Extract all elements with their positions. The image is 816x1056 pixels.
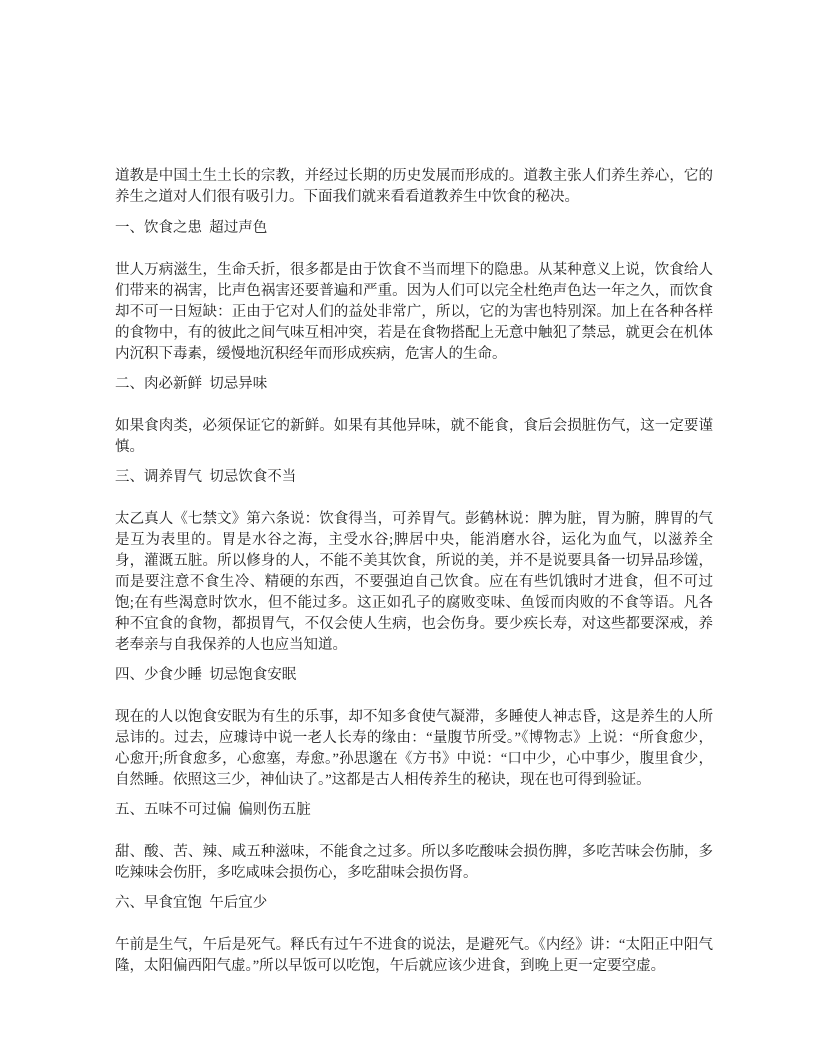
section-4-heading: 四、少食少睡 切忌饱食安眠 [115,667,297,683]
section-3 [115,467,713,656]
section-3-heading: 三、调养胃气 切忌饮食不当 [115,469,297,485]
section-2-body: 如果食肉类，必须保证它的新鲜。如果有其他异味，就不能食，食后会损脏伤气，这一定要谨慎。 [115,418,713,455]
section-6-body: 午前是生气，午后是死气。释氏有过午不进食的说法，是避死气。《内经》讲：“太阳正中阳气隆，太阳偏西阳气虚。”所以早饭可以吃饱，午后就应该少进食，到晚上更一定要空虚。 [115,937,713,974]
section-5-body: 甜、酸、苦、辣、咸五种滋味，不能食之过多。所以多吃酸味会损伤脾，多吃苦味会伤肺，多吃辣味会伤肝，多吃咸味会损伤心，多吃甜味会损伤肾。 [115,844,713,881]
section-1-heading: 一、饮食之患 超过声色 [115,220,268,236]
section-4 [115,665,713,791]
section-6 [115,893,713,977]
intro-paragraph: 道教是中国土生土长的宗教，并经过长期的历史发展而形成的。道教主张人们养生养心，它的养生之道对人们很有吸引力。下面我们就来看看道教养生中饮食的秘决。 [115,168,713,205]
section-5 [115,800,713,884]
section-3-body: 太乙真人《七禁文》第六条说：饮食得当，可养胃气。彭鹤林说：脾为脏，胃为腑，脾胃的气是互为表里的。胃是水谷之海，主受水谷;脾居中央，能消磨水谷，运化为血气，以滋养全身，灌溉五脏。所以修身的人，不能不美其饮食，所说的美，并不是说要具备一切异品珍馐，而是要注意不食生冷、精硬的东西，不要强迫自己饮食。应在有些饥饿时才进食，但不可过饱;在有些渴意时饮水，但不能过多。这正如孔子的腐败变味、鱼馁而肉败的不食等语。凡各种不宜食的食物，都损胃气，不仅会使人生病，也会伤身。要少疾长寿，对这些都要深戒，养老奉亲与自我保养的人也应当知道。 [115,511,713,653]
section-6-heading: 六、早食宜饱 午后宜少 [115,895,268,911]
section-2 [115,374,713,458]
document-content [115,166,713,977]
section-1-body: 世人万病滋生，生命夭折，很多都是由于饮食不当而埋下的隐患。从某种意义上说，饮食给人们带来的祸害，比声色祸害还要普遍和严重。因为人们可以完全杜绝声色达一年之久，而饮食却不可一日短缺：正由于它对人们的益处非常广，所以，它的为害也特别深。加上在各种各样的食物中，有的彼此之间气味互相冲突，若是在食物搭配上无意中触犯了禁忌，就更会在机体内沉积下毒素，缓慢地沉积经年而形成疾病，危害人的生命。 [115,262,713,362]
section-5-heading: 五、五味不可过偏 偏则伤五脏 [115,802,311,818]
section-4-body: 现在的人以饱食安眠为有生的乐事，却不知多食使气凝滞，多睡使人神志昏，这是养生的人所忌讳的。过去，应璩诗中说一老人长寿的缘由：“量腹节所受。”《博物志》上说：“所食愈少，心愈开;所食愈多，心愈塞，寿愈。”孙思邈在《方书》中说：“口中少，心中事少，腹里食少，自然睡。依照这三少，神仙诀了。”这都是古人相传养生的秘诀，现在也可得到验证。 [115,709,713,788]
section-1 [115,218,713,365]
section-2-heading: 二、肉必新鲜 切忌异味 [115,376,268,392]
